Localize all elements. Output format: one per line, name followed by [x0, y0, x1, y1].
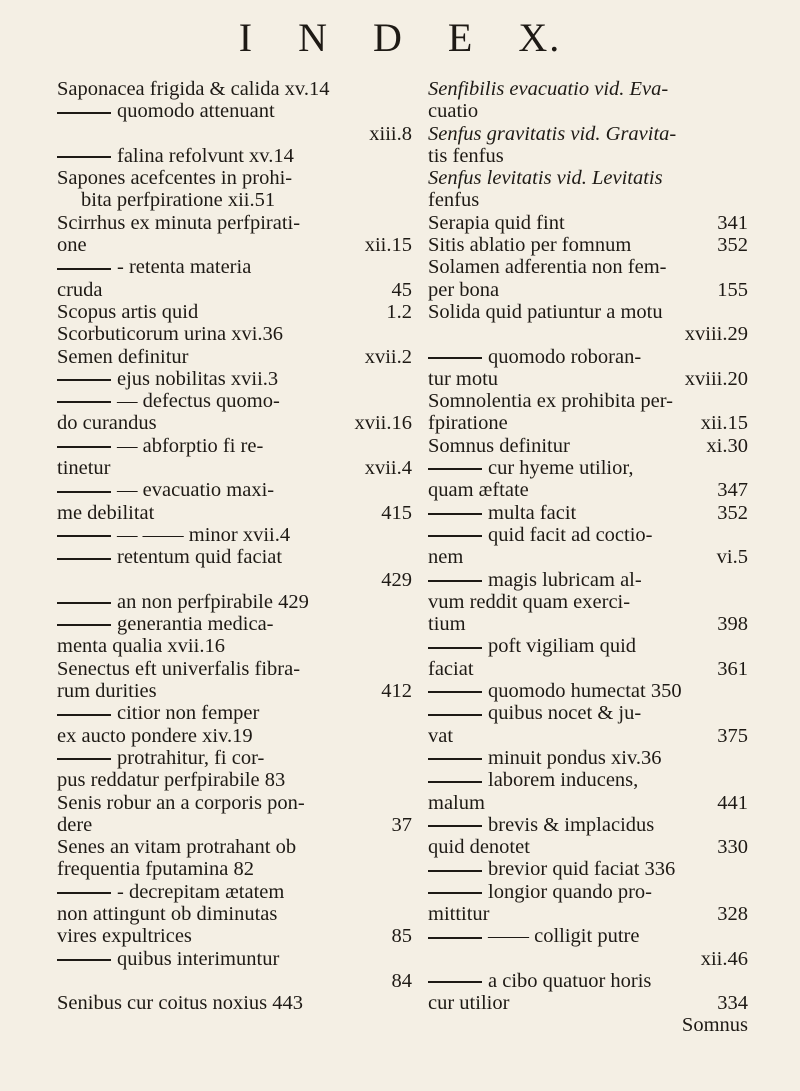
ditto-dash — [57, 959, 111, 961]
entry-text: malum — [428, 791, 485, 814]
ditto-dash — [428, 691, 482, 693]
ditto-dash — [57, 401, 111, 403]
entry-text: cur utilior — [428, 992, 510, 1015]
index-entry-line — [57, 925, 412, 947]
ditto-dash — [428, 580, 482, 582]
index-entry-line — [57, 524, 412, 546]
index-entry-line — [428, 702, 748, 724]
ditto-dash — [57, 892, 111, 894]
index-entry-line — [428, 591, 748, 613]
ditto-dash — [57, 446, 111, 448]
index-entry-line — [57, 212, 412, 234]
index-entry-line — [57, 435, 412, 457]
ditto-dash — [57, 602, 111, 604]
entry-text: quibus nocet & ju- — [488, 702, 642, 725]
ditto-dash — [428, 937, 482, 939]
entry-text: Scopus artis quid — [57, 300, 199, 323]
index-entry-line — [57, 948, 412, 970]
entry-text: menta qualia xvii.16 — [57, 635, 225, 658]
entry-text: laborem inducens, — [488, 769, 639, 792]
entry-text: quid facit ad coctio- — [488, 523, 653, 546]
index-entry-line — [57, 256, 412, 278]
entry-reference: 45 — [391, 278, 412, 301]
entry-reference: 155 — [717, 278, 748, 301]
index-entry-line — [428, 948, 748, 970]
entry-reference: xi.30 — [706, 434, 748, 457]
index-entry-line — [428, 123, 748, 145]
index-entry-line — [57, 769, 412, 791]
entry-text: tur motu — [428, 367, 499, 390]
entry-text: poft vigiliam quid — [488, 635, 637, 658]
index-entry-line — [57, 546, 412, 568]
index-entry-line — [428, 903, 748, 925]
entry-text: Sapones acefcentes in prohi- — [57, 167, 293, 190]
entry-text: Saponacea frigida & calida xv.14 — [57, 78, 330, 100]
entry-reference: 375 — [717, 724, 748, 747]
index-entry-line — [428, 635, 748, 657]
header-letter: E — [447, 15, 475, 60]
entry-reference: xviii.20 — [684, 367, 748, 390]
index-entry-line — [57, 970, 412, 992]
entry-reference: 352 — [717, 501, 748, 524]
ditto-dash — [57, 268, 111, 270]
index-entry-line — [428, 323, 748, 345]
index-entry-line — [428, 502, 748, 524]
entry-text: minuit pondus xiv.36 — [488, 746, 662, 769]
ditto-dash — [57, 379, 111, 381]
index-entry-line — [57, 858, 412, 880]
index-entry-line — [428, 479, 748, 501]
index-entry-line — [57, 747, 412, 769]
entry-reference: xvii.2 — [364, 345, 412, 368]
entry-text: — evacuatio maxi- — [117, 479, 275, 502]
index-entry-line — [57, 569, 412, 591]
index-entry-line — [57, 881, 412, 903]
entry-reference: Somnus — [681, 1014, 748, 1037]
entry-reference: 328 — [717, 902, 748, 925]
entry-text: Senfus gravitatis vid. Gravita- — [428, 122, 677, 145]
index-entry-line — [57, 412, 412, 434]
entry-text: brevior quid faciat 336 — [488, 858, 676, 881]
entry-text: vat — [428, 724, 454, 747]
ditto-dash — [57, 156, 111, 158]
index-entry-line — [428, 189, 748, 211]
entry-text: faciat — [428, 657, 474, 680]
entry-text: rum durities — [57, 680, 157, 703]
entry-text: non attingunt ob diminutas — [57, 902, 278, 925]
entry-reference: 1.2 — [386, 300, 412, 323]
index-entry-line — [428, 680, 748, 702]
entry-text: Senectus eft univerfalis fibra- — [57, 657, 301, 680]
ditto-dash — [428, 357, 482, 359]
ditto-dash — [428, 513, 482, 515]
entry-text: nem — [428, 546, 464, 569]
index-entry-line — [428, 792, 748, 814]
ditto-dash — [428, 468, 482, 470]
entry-text: quomodo humectat 350 — [488, 680, 682, 703]
header-letter: N — [298, 15, 329, 60]
index-entry-line — [57, 189, 412, 211]
entry-text: fenfus — [428, 189, 480, 212]
entry-text: per bona — [428, 278, 500, 301]
entry-reference: 352 — [717, 234, 748, 257]
header-letter: X. — [518, 15, 562, 60]
entry-text: Senis robur an a corporis pon- — [57, 791, 305, 814]
ditto-dash — [428, 981, 482, 983]
entry-reference: 441 — [717, 791, 748, 814]
entry-reference: xvii.4 — [364, 457, 412, 480]
index-entry-line — [428, 658, 748, 680]
entry-text: an non perfpirabile 429 — [117, 590, 309, 613]
ditto-dash — [428, 870, 482, 872]
index-entry-line — [57, 301, 412, 323]
index-entry-line — [428, 992, 748, 1014]
index-entry-line — [57, 591, 412, 613]
entry-text: —— colligit putre — [488, 925, 640, 948]
ditto-dash — [428, 535, 482, 537]
entry-reference: 37 — [391, 813, 412, 836]
index-entry-line — [428, 769, 748, 791]
entry-text: falina refolvunt xv.14 — [117, 144, 294, 167]
entry-text: - decrepitam ætatem — [117, 880, 285, 903]
index-entry-line — [57, 279, 412, 301]
index-entry-line — [57, 390, 412, 412]
index-entry-line — [428, 234, 748, 256]
ditto-dash — [57, 535, 111, 537]
index-entry-line — [57, 145, 412, 167]
index-entry-line — [57, 457, 412, 479]
index-entry-line — [57, 702, 412, 724]
index-entry-line — [428, 145, 748, 167]
entry-reference: xiii.8 — [369, 122, 412, 145]
entry-reference: xii.15 — [700, 412, 748, 435]
entry-text: Semen definitur — [57, 345, 189, 368]
entry-text: vires expultrices — [57, 925, 192, 948]
ditto-dash — [428, 825, 482, 827]
entry-text: - retenta materia — [117, 256, 252, 279]
entry-text: pus reddatur perfpirabile 83 — [57, 769, 286, 792]
entry-text: Senibus cur coitus noxius 443 — [57, 992, 303, 1015]
index-entry-line — [57, 479, 412, 501]
entry-text: Senes an vitam protrahant ob — [57, 836, 297, 859]
index-entry-line — [428, 435, 748, 457]
index-entry-line — [428, 390, 748, 412]
index-entry-line — [428, 256, 748, 278]
entry-text: — defectus quomo- — [117, 390, 280, 413]
entry-text: quomodo roboran- — [488, 345, 642, 368]
entry-text: magis lubricam al- — [488, 568, 642, 591]
index-entry-line — [57, 368, 412, 390]
index-entry-line — [57, 903, 412, 925]
index-entry-line — [57, 992, 412, 1014]
entry-reference: vi.5 — [716, 546, 748, 569]
entry-text: quibus interimuntur — [117, 947, 280, 970]
entry-text: ex aucto pondere xiv.19 — [57, 724, 253, 747]
entry-text: quid denotet — [428, 836, 530, 859]
ditto-dash — [428, 781, 482, 783]
index-entry-line — [428, 814, 748, 836]
index-entry-line — [57, 658, 412, 680]
index-entry-line — [428, 546, 748, 568]
index-entry-line — [428, 1014, 748, 1036]
entry-text: ejus nobilitas xvii.3 — [117, 367, 279, 390]
index-entry-line — [428, 167, 748, 189]
index-entry-line — [428, 970, 748, 992]
entry-text: Solida quid patiuntur a motu — [428, 300, 663, 323]
entry-text: retentum quid faciat — [117, 546, 283, 569]
entry-reference: xvii.16 — [354, 412, 412, 435]
ditto-dash — [57, 758, 111, 760]
entry-reference: xii.15 — [364, 234, 412, 257]
index-entry-line — [57, 167, 412, 189]
header-letter: I — [238, 15, 255, 60]
entry-text: cruda — [57, 278, 103, 301]
entry-reference: 334 — [717, 992, 748, 1015]
index-entry-line — [428, 301, 748, 323]
index-entry-line — [57, 346, 412, 368]
ditto-dash — [57, 624, 111, 626]
entry-text: do curandus — [57, 412, 157, 435]
index-entry-line — [428, 346, 748, 368]
header-letter: D — [373, 15, 404, 60]
entry-reference: 341 — [717, 211, 748, 234]
index-entry-line — [57, 78, 412, 100]
entry-text: bita perfpiratione xii.51 — [81, 189, 276, 212]
entry-text: Solamen adferentia non fem- — [428, 256, 667, 279]
entry-reference: 84 — [391, 969, 412, 992]
entry-text: Sitis ablatio per fomnum — [428, 234, 632, 257]
entry-text: Somnolentia ex prohibita per- — [428, 390, 673, 413]
index-entry-line — [57, 725, 412, 747]
right-column — [428, 78, 748, 1037]
entry-reference: xii.46 — [700, 947, 748, 970]
ditto-dash — [57, 558, 111, 560]
entry-reference: 412 — [381, 680, 412, 703]
entry-text: Scirrhus ex minuta perfpirati- — [57, 211, 301, 234]
index-entry-line — [428, 100, 748, 122]
entry-text: dere — [57, 813, 93, 836]
entry-text: tis fenfus — [428, 144, 504, 167]
index-entry-line — [428, 569, 748, 591]
entry-text: tium — [428, 613, 466, 636]
entry-reference: 415 — [381, 501, 412, 524]
index-entry-line — [57, 502, 412, 524]
entry-text: Senfus levitatis vid. Levitatis — [428, 167, 663, 190]
index-entry-line — [57, 123, 412, 145]
entry-text: quam æftate — [428, 479, 529, 502]
entry-reference: 429 — [381, 568, 412, 591]
ditto-dash — [428, 714, 482, 716]
entry-text: mittitur — [428, 902, 490, 925]
ditto-dash — [428, 892, 482, 894]
entry-text: protrahitur, fi cor- — [117, 746, 265, 769]
index-entry-line — [57, 836, 412, 858]
entry-text: generantia medica- — [117, 613, 274, 636]
index-entry-line — [57, 613, 412, 635]
entry-text: multa facit — [488, 501, 577, 524]
entry-text: cur hyeme utilior, — [488, 457, 634, 480]
index-entry-line — [428, 725, 748, 747]
index-entry-line — [428, 78, 748, 100]
entry-reference: 85 — [391, 925, 412, 948]
index-entry-line — [57, 234, 412, 256]
ditto-dash — [57, 491, 111, 493]
entry-text: one — [57, 234, 87, 257]
ditto-dash — [428, 647, 482, 649]
index-entry-line — [428, 368, 748, 390]
entry-reference: 361 — [717, 657, 748, 680]
entry-text: longior quando pro- — [488, 880, 652, 903]
entry-text: Scorbuticorum urina xvi.36 — [57, 323, 284, 346]
entry-text: — abforptio fi re- — [117, 434, 264, 457]
index-entry-line — [57, 680, 412, 702]
index-entry-line — [428, 524, 748, 546]
index-entry-line — [428, 279, 748, 301]
index-entry-line — [57, 792, 412, 814]
entry-text: quomodo attenuant — [117, 100, 275, 123]
entry-text: fpiratione — [428, 412, 508, 435]
index-header — [0, 14, 800, 61]
index-entry-line — [428, 925, 748, 947]
ditto-dash — [57, 112, 111, 114]
index-entry-line — [428, 747, 748, 769]
left-column — [57, 78, 412, 1014]
index-entry-line — [428, 212, 748, 234]
index-entry-line — [428, 836, 748, 858]
entry-text: frequentia fputamina 82 — [57, 858, 254, 881]
entry-reference: 347 — [717, 479, 748, 502]
entry-reference: 330 — [717, 836, 748, 859]
index-entry-line — [428, 613, 748, 635]
entry-reference: 398 — [717, 613, 748, 636]
entry-text: citior non femper — [117, 702, 260, 725]
index-entry-line — [428, 457, 748, 479]
ditto-dash — [428, 758, 482, 760]
index-entry-line — [428, 881, 748, 903]
entry-text: Senfibilis evacuatio vid. Eva- — [428, 78, 669, 100]
index-entry-line — [57, 814, 412, 836]
entry-reference: xviii.29 — [684, 323, 748, 346]
entry-text: brevis & implacidus — [488, 813, 655, 836]
entry-text: Somnus definitur — [428, 434, 570, 457]
entry-text: vum reddit quam exerci- — [428, 590, 631, 613]
index-entry-line — [428, 858, 748, 880]
entry-text: cuatio — [428, 100, 479, 123]
index-entry-line — [57, 323, 412, 345]
entry-text: tinetur — [57, 457, 111, 480]
ditto-dash — [57, 714, 111, 716]
entry-text: — —— minor xvii.4 — [117, 523, 291, 546]
index-entry-line — [57, 635, 412, 657]
entry-text: Serapia quid fint — [428, 211, 565, 234]
entry-text: a cibo quatuor horis — [488, 969, 652, 992]
entry-text: me debilitat — [57, 501, 155, 524]
index-entry-line — [428, 412, 748, 434]
index-entry-line — [57, 100, 412, 122]
